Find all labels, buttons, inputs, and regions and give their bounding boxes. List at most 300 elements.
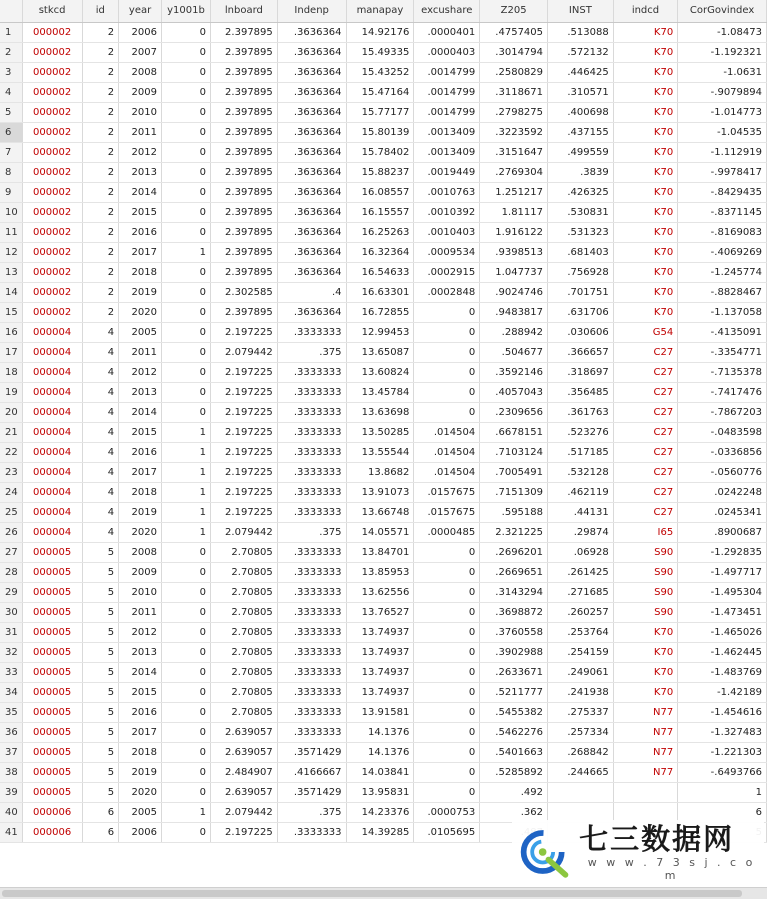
cell-manapay[interactable]: 16.72855	[346, 302, 414, 322]
table-row[interactable]	[0, 702, 767, 722]
cell-id[interactable]: 2	[82, 42, 119, 62]
cell-manapay[interactable]: 15.47164	[346, 82, 414, 102]
cell-indenp[interactable]: .3333333	[277, 582, 346, 602]
cell-manapay[interactable]: 15.88237	[346, 162, 414, 182]
cell-year[interactable]: 2013	[119, 382, 162, 402]
cell-inst[interactable]: .513088	[548, 22, 614, 42]
row-number[interactable]: 8	[0, 162, 22, 182]
table-row[interactable]	[0, 42, 767, 62]
cell-lnboard[interactable]: 2.197225	[210, 362, 277, 382]
cell-indcd[interactable]	[613, 802, 677, 822]
cell-excushare[interactable]: 0	[414, 582, 480, 602]
cell-stkcd[interactable]: 000005	[22, 782, 82, 802]
cell-lnboard[interactable]: 2.70805	[210, 662, 277, 682]
cell-inst[interactable]: .499559	[548, 142, 614, 162]
cell-indcd[interactable]: K70	[613, 202, 677, 222]
cell-indenp[interactable]: .3636364	[277, 62, 346, 82]
cell-corgovindex[interactable]: -.0483598	[678, 422, 767, 442]
cell-z205[interactable]: 1.916122	[480, 222, 548, 242]
cell-manapay[interactable]: 13.66748	[346, 502, 414, 522]
cell-indenp[interactable]: .3636364	[277, 162, 346, 182]
cell-lnboard[interactable]: 2.197225	[210, 462, 277, 482]
cell-inst[interactable]: .530831	[548, 202, 614, 222]
cell-indcd[interactable]: K70	[613, 62, 677, 82]
cell-manapay[interactable]: 14.1376	[346, 742, 414, 762]
cell-year[interactable]: 2017	[119, 722, 162, 742]
cell-lnboard[interactable]: 2.70805	[210, 542, 277, 562]
cell-excushare[interactable]: .0014799	[414, 82, 480, 102]
cell-excushare[interactable]: .014504	[414, 442, 480, 462]
cell-excushare[interactable]: 0	[414, 542, 480, 562]
cell-y1001b[interactable]: 1	[162, 502, 211, 522]
cell-y1001b[interactable]: 0	[162, 382, 211, 402]
cell-stkcd[interactable]: 000004	[22, 362, 82, 382]
cell-stkcd[interactable]: 000002	[22, 242, 82, 262]
cell-manapay[interactable]: 15.49335	[346, 42, 414, 62]
cell-y1001b[interactable]: 0	[162, 402, 211, 422]
cell-z205[interactable]: .492	[480, 782, 548, 802]
cell-year[interactable]: 2019	[119, 762, 162, 782]
table-row[interactable]	[0, 522, 767, 542]
cell-z205[interactable]: .9024746	[480, 282, 548, 302]
cell-indenp[interactable]: .3636364	[277, 42, 346, 62]
cell-manapay[interactable]: 14.39285	[346, 822, 414, 842]
cell-z205[interactable]: .3760558	[480, 622, 548, 642]
row-number[interactable]: 24	[0, 482, 22, 502]
row-number[interactable]: 12	[0, 242, 22, 262]
cell-stkcd[interactable]: 000004	[22, 422, 82, 442]
cell-inst[interactable]: .531323	[548, 222, 614, 242]
table-row[interactable]	[0, 662, 767, 682]
cell-indcd[interactable]: K70	[613, 662, 677, 682]
cell-year[interactable]: 2006	[119, 22, 162, 42]
cell-year[interactable]: 2015	[119, 682, 162, 702]
cell-manapay[interactable]: 14.92176	[346, 22, 414, 42]
cell-manapay[interactable]: 15.80139	[346, 122, 414, 142]
cell-manapay[interactable]: 13.91073	[346, 482, 414, 502]
cell-y1001b[interactable]: 0	[162, 582, 211, 602]
column-header-indenp[interactable]: Indenp	[277, 0, 346, 22]
cell-id[interactable]: 4	[82, 502, 119, 522]
cell-excushare[interactable]: 0	[414, 342, 480, 362]
cell-z205[interactable]: .6678151	[480, 422, 548, 442]
cell-excushare[interactable]: 0	[414, 602, 480, 622]
cell-excushare[interactable]: .0014799	[414, 62, 480, 82]
cell-inst[interactable]: .426325	[548, 182, 614, 202]
cell-id[interactable]: 4	[82, 342, 119, 362]
row-number[interactable]: 6	[0, 122, 22, 142]
cell-z205[interactable]: .3592146	[480, 362, 548, 382]
cell-y1001b[interactable]: 0	[162, 822, 211, 842]
cell-stkcd[interactable]: 000004	[22, 402, 82, 422]
cell-corgovindex[interactable]: -1.112919	[678, 142, 767, 162]
cell-indcd[interactable]: I65	[613, 522, 677, 542]
cell-indenp[interactable]: .3636364	[277, 222, 346, 242]
cell-indenp[interactable]: .4	[277, 282, 346, 302]
cell-corgovindex[interactable]: 1	[678, 782, 767, 802]
cell-id[interactable]: 2	[82, 262, 119, 282]
table-row[interactable]	[0, 182, 767, 202]
table-row[interactable]	[0, 602, 767, 622]
cell-indenp[interactable]: .375	[277, 342, 346, 362]
cell-year[interactable]: 2014	[119, 182, 162, 202]
cell-indcd[interactable]	[613, 782, 677, 802]
row-number[interactable]: 13	[0, 262, 22, 282]
cell-z205[interactable]: .362	[480, 802, 548, 822]
cell-lnboard[interactable]: 2.70805	[210, 622, 277, 642]
cell-indcd[interactable]: K70	[613, 282, 677, 302]
cell-inst[interactable]: .756928	[548, 262, 614, 282]
cell-id[interactable]: 5	[82, 582, 119, 602]
cell-z205[interactable]: .504677	[480, 342, 548, 362]
cell-excushare[interactable]: .0000753	[414, 802, 480, 822]
row-number[interactable]: 40	[0, 802, 22, 822]
table-row[interactable]	[0, 122, 767, 142]
cell-stkcd[interactable]: 000002	[22, 282, 82, 302]
cell-y1001b[interactable]: 0	[162, 82, 211, 102]
cell-id[interactable]: 5	[82, 562, 119, 582]
cell-year[interactable]: 2015	[119, 422, 162, 442]
cell-id[interactable]: 2	[82, 122, 119, 142]
cell-stkcd[interactable]: 000002	[22, 62, 82, 82]
cell-manapay[interactable]: 13.76527	[346, 602, 414, 622]
cell-id[interactable]: 6	[82, 822, 119, 842]
cell-year[interactable]: 2013	[119, 642, 162, 662]
cell-y1001b[interactable]: 0	[162, 142, 211, 162]
cell-excushare[interactable]: 0	[414, 762, 480, 782]
cell-indcd[interactable]: C27	[613, 402, 677, 422]
cell-z205[interactable]: .3143294	[480, 582, 548, 602]
row-number[interactable]: 22	[0, 442, 22, 462]
cell-id[interactable]: 5	[82, 622, 119, 642]
row-number[interactable]: 1	[0, 22, 22, 42]
cell-y1001b[interactable]: 1	[162, 802, 211, 822]
cell-manapay[interactable]: 13.8682	[346, 462, 414, 482]
cell-lnboard[interactable]: 2.397895	[210, 182, 277, 202]
row-number[interactable]: 7	[0, 142, 22, 162]
cell-manapay[interactable]: 16.32364	[346, 242, 414, 262]
cell-y1001b[interactable]: 0	[162, 102, 211, 122]
cell-inst[interactable]: .275337	[548, 702, 614, 722]
cell-y1001b[interactable]: 0	[162, 302, 211, 322]
cell-indcd[interactable]: C27	[613, 482, 677, 502]
row-number[interactable]: 10	[0, 202, 22, 222]
cell-z205[interactable]: .2769304	[480, 162, 548, 182]
table-row[interactable]	[0, 222, 767, 242]
cell-id[interactable]: 5	[82, 782, 119, 802]
cell-lnboard[interactable]: 2.197225	[210, 482, 277, 502]
cell-stkcd[interactable]: 000005	[22, 622, 82, 642]
cell-lnboard[interactable]: 2.197225	[210, 502, 277, 522]
cell-corgovindex[interactable]: -.4069269	[678, 242, 767, 262]
cell-indenp[interactable]: .3333333	[277, 622, 346, 642]
cell-excushare[interactable]: 0	[414, 642, 480, 662]
row-number[interactable]: 32	[0, 642, 22, 662]
cell-inst[interactable]: .249061	[548, 662, 614, 682]
cell-z205[interactable]: .5285892	[480, 762, 548, 782]
row-number[interactable]: 9	[0, 182, 22, 202]
table-row[interactable]	[0, 262, 767, 282]
cell-year[interactable]: 2020	[119, 522, 162, 542]
cell-manapay[interactable]: 13.65087	[346, 342, 414, 362]
cell-corgovindex[interactable]: -.7417476	[678, 382, 767, 402]
cell-manapay[interactable]: 13.95831	[346, 782, 414, 802]
cell-id[interactable]: 6	[82, 802, 119, 822]
cell-stkcd[interactable]: 000004	[22, 522, 82, 542]
cell-year[interactable]: 2020	[119, 782, 162, 802]
cell-corgovindex[interactable]: .0242248	[678, 482, 767, 502]
cell-z205[interactable]: .3902988	[480, 642, 548, 662]
cell-year[interactable]: 2010	[119, 102, 162, 122]
cell-y1001b[interactable]: 0	[162, 762, 211, 782]
cell-id[interactable]: 5	[82, 662, 119, 682]
cell-year[interactable]: 2016	[119, 702, 162, 722]
cell-excushare[interactable]: .0010403	[414, 222, 480, 242]
table-row[interactable]	[0, 802, 767, 822]
cell-lnboard[interactable]: 2.484907	[210, 762, 277, 782]
cell-z205[interactable]: .288942	[480, 322, 548, 342]
cell-excushare[interactable]: .0000401	[414, 22, 480, 42]
cell-lnboard[interactable]: 2.397895	[210, 62, 277, 82]
cell-inst[interactable]: .310571	[548, 82, 614, 102]
table-row[interactable]	[0, 762, 767, 782]
cell-indcd[interactable]: K70	[613, 642, 677, 662]
cell-z205[interactable]: .2309656	[480, 402, 548, 422]
cell-manapay[interactable]: 13.63698	[346, 402, 414, 422]
cell-id[interactable]: 2	[82, 282, 119, 302]
cell-manapay[interactable]: 16.15557	[346, 202, 414, 222]
cell-z205[interactable]: .7005491	[480, 462, 548, 482]
cell-lnboard[interactable]: 2.397895	[210, 142, 277, 162]
cell-excushare[interactable]: 0	[414, 622, 480, 642]
cell-inst[interactable]: .29874	[548, 522, 614, 542]
cell-z205[interactable]: .2580829	[480, 62, 548, 82]
cell-manapay[interactable]: 16.08557	[346, 182, 414, 202]
cell-lnboard[interactable]: 2.397895	[210, 42, 277, 62]
cell-indcd[interactable]: N77	[613, 702, 677, 722]
row-number[interactable]: 30	[0, 602, 22, 622]
cell-z205[interactable]: .5455382	[480, 702, 548, 722]
cell-lnboard[interactable]: 2.079442	[210, 802, 277, 822]
cell-year[interactable]: 2007	[119, 42, 162, 62]
cell-indcd[interactable]: C27	[613, 362, 677, 382]
cell-z205[interactable]: .3014794	[480, 42, 548, 62]
cell-z205[interactable]: .3118671	[480, 82, 548, 102]
cell-inst[interactable]: .356485	[548, 382, 614, 402]
cell-y1001b[interactable]: 0	[162, 162, 211, 182]
cell-lnboard[interactable]: 2.397895	[210, 222, 277, 242]
cell-inst[interactable]: .318697	[548, 362, 614, 382]
column-header-stkcd[interactable]: stkcd	[22, 0, 82, 22]
cell-manapay[interactable]: 13.91581	[346, 702, 414, 722]
table-row[interactable]	[0, 782, 767, 802]
table-row[interactable]	[0, 582, 767, 602]
cell-inst[interactable]	[548, 782, 614, 802]
table-row[interactable]	[0, 22, 767, 42]
cell-manapay[interactable]: 13.62556	[346, 582, 414, 602]
cell-inst[interactable]	[548, 802, 614, 822]
cell-stkcd[interactable]: 000004	[22, 482, 82, 502]
cell-indcd[interactable]: K70	[613, 182, 677, 202]
cell-excushare[interactable]: .0000403	[414, 42, 480, 62]
cell-lnboard[interactable]: 2.079442	[210, 342, 277, 362]
cell-stkcd[interactable]: 000005	[22, 722, 82, 742]
cell-lnboard[interactable]: 2.639057	[210, 742, 277, 762]
cell-stkcd[interactable]: 000002	[22, 302, 82, 322]
table-row[interactable]	[0, 562, 767, 582]
column-header-inst[interactable]: INST	[548, 0, 614, 22]
cell-corgovindex[interactable]: -.8429435	[678, 182, 767, 202]
cell-lnboard[interactable]: 2.397895	[210, 162, 277, 182]
cell-stkcd[interactable]: 000002	[22, 142, 82, 162]
cell-stkcd[interactable]: 000006	[22, 802, 82, 822]
cell-corgovindex[interactable]: -1.04535	[678, 122, 767, 142]
cell-excushare[interactable]: .0014799	[414, 102, 480, 122]
row-number[interactable]: 4	[0, 82, 22, 102]
row-number[interactable]: 27	[0, 542, 22, 562]
row-number[interactable]: 23	[0, 462, 22, 482]
horizontal-scrollbar[interactable]	[0, 887, 767, 899]
cell-y1001b[interactable]: 1	[162, 462, 211, 482]
cell-manapay[interactable]: 13.74937	[346, 642, 414, 662]
cell-indenp[interactable]: .375	[277, 522, 346, 542]
cell-year[interactable]: 2019	[119, 502, 162, 522]
cell-inst[interactable]: .261425	[548, 562, 614, 582]
cell-excushare[interactable]: 0	[414, 362, 480, 382]
cell-stkcd[interactable]: 000005	[22, 702, 82, 722]
cell-z205[interactable]: .2633671	[480, 662, 548, 682]
cell-year[interactable]: 2008	[119, 62, 162, 82]
cell-year[interactable]: 2018	[119, 482, 162, 502]
cell-indenp[interactable]: .3571429	[277, 782, 346, 802]
cell-indenp[interactable]: .3333333	[277, 462, 346, 482]
cell-stkcd[interactable]: 000005	[22, 662, 82, 682]
cell-inst[interactable]: .517185	[548, 442, 614, 462]
cell-indenp[interactable]: .3333333	[277, 822, 346, 842]
cell-y1001b[interactable]: 0	[162, 182, 211, 202]
cell-inst[interactable]: .241938	[548, 682, 614, 702]
cell-inst[interactable]: .3839	[548, 162, 614, 182]
cell-manapay[interactable]: 13.74937	[346, 682, 414, 702]
row-number[interactable]: 35	[0, 702, 22, 722]
row-number[interactable]: 19	[0, 382, 22, 402]
row-number[interactable]: 37	[0, 742, 22, 762]
cell-inst[interactable]: .253764	[548, 622, 614, 642]
column-header-excushare[interactable]: excushare	[414, 0, 480, 22]
cell-corgovindex[interactable]: -1.292835	[678, 542, 767, 562]
cell-id[interactable]: 4	[82, 522, 119, 542]
table-row[interactable]	[0, 402, 767, 422]
cell-corgovindex[interactable]: -1.483769	[678, 662, 767, 682]
cell-corgovindex[interactable]: -.8169083	[678, 222, 767, 242]
cell-year[interactable]: 2012	[119, 142, 162, 162]
cell-stkcd[interactable]: 000002	[22, 42, 82, 62]
cell-z205[interactable]: .7103124	[480, 442, 548, 462]
cell-corgovindex[interactable]: -1.497717	[678, 562, 767, 582]
table-row[interactable]	[0, 102, 767, 122]
cell-year[interactable]: 2006	[119, 822, 162, 842]
cell-z205[interactable]: 1.81117	[480, 202, 548, 222]
cell-corgovindex[interactable]: .0245341	[678, 502, 767, 522]
cell-indcd[interactable]: K70	[613, 682, 677, 702]
cell-lnboard[interactable]: 2.397895	[210, 122, 277, 142]
cell-excushare[interactable]: 0	[414, 722, 480, 742]
cell-excushare[interactable]: .0002848	[414, 282, 480, 302]
cell-corgovindex[interactable]: -1.454616	[678, 702, 767, 722]
cell-inst[interactable]: .44131	[548, 502, 614, 522]
cell-y1001b[interactable]: 0	[162, 62, 211, 82]
cell-lnboard[interactable]: 2.70805	[210, 702, 277, 722]
cell-indenp[interactable]: .3333333	[277, 402, 346, 422]
table-row[interactable]	[0, 462, 767, 482]
cell-y1001b[interactable]: 0	[162, 122, 211, 142]
cell-id[interactable]: 2	[82, 182, 119, 202]
cell-id[interactable]: 4	[82, 482, 119, 502]
table-row[interactable]	[0, 202, 767, 222]
cell-indcd[interactable]: G54	[613, 322, 677, 342]
cell-indenp[interactable]: .3333333	[277, 502, 346, 522]
table-row[interactable]	[0, 382, 767, 402]
cell-manapay[interactable]: 13.50285	[346, 422, 414, 442]
cell-lnboard[interactable]: 2.397895	[210, 82, 277, 102]
cell-excushare[interactable]: .0013409	[414, 122, 480, 142]
cell-inst[interactable]: .437155	[548, 122, 614, 142]
cell-indcd[interactable]: K70	[613, 122, 677, 142]
cell-excushare[interactable]: 0	[414, 782, 480, 802]
cell-y1001b[interactable]: 0	[162, 282, 211, 302]
cell-y1001b[interactable]: 0	[162, 782, 211, 802]
cell-indcd[interactable]: C27	[613, 462, 677, 482]
row-number[interactable]: 21	[0, 422, 22, 442]
cell-corgovindex[interactable]: -1.245774	[678, 262, 767, 282]
cell-id[interactable]: 4	[82, 382, 119, 402]
cell-indenp[interactable]: .3636364	[277, 82, 346, 102]
cell-indcd[interactable]: K70	[613, 42, 677, 62]
cell-id[interactable]: 2	[82, 222, 119, 242]
column-header-y1001b[interactable]: y1001b	[162, 0, 211, 22]
cell-y1001b[interactable]: 0	[162, 222, 211, 242]
cell-manapay[interactable]: 14.23376	[346, 802, 414, 822]
cell-id[interactable]: 5	[82, 722, 119, 742]
cell-y1001b[interactable]: 0	[162, 22, 211, 42]
cell-lnboard[interactable]: 2.639057	[210, 722, 277, 742]
row-number[interactable]: 36	[0, 722, 22, 742]
cell-excushare[interactable]: .0010392	[414, 202, 480, 222]
cell-indcd[interactable]: S90	[613, 602, 677, 622]
cell-corgovindex[interactable]: -.7135378	[678, 362, 767, 382]
cell-excushare[interactable]: 0	[414, 322, 480, 342]
cell-y1001b[interactable]: 1	[162, 242, 211, 262]
cell-manapay[interactable]: 14.1376	[346, 722, 414, 742]
cell-corgovindex[interactable]: -.4135091	[678, 322, 767, 342]
cell-corgovindex[interactable]: -.9978417	[678, 162, 767, 182]
cell-excushare[interactable]: .0013409	[414, 142, 480, 162]
cell-year[interactable]: 2005	[119, 322, 162, 342]
cell-z205[interactable]: .3151647	[480, 142, 548, 162]
cell-id[interactable]: 5	[82, 742, 119, 762]
cell-z205[interactable]: .3223592	[480, 122, 548, 142]
cell-z205[interactable]: .5211777	[480, 682, 548, 702]
cell-inst[interactable]: .446425	[548, 62, 614, 82]
table-row[interactable]	[0, 502, 767, 522]
cell-corgovindex[interactable]: -1.327483	[678, 722, 767, 742]
cell-z205[interactable]: .7151309	[480, 482, 548, 502]
cell-stkcd[interactable]: 000005	[22, 742, 82, 762]
row-number[interactable]: 39	[0, 782, 22, 802]
cell-indcd[interactable]: N77	[613, 722, 677, 742]
cell-indenp[interactable]: .3333333	[277, 362, 346, 382]
scrollbar-thumb[interactable]	[2, 890, 742, 897]
